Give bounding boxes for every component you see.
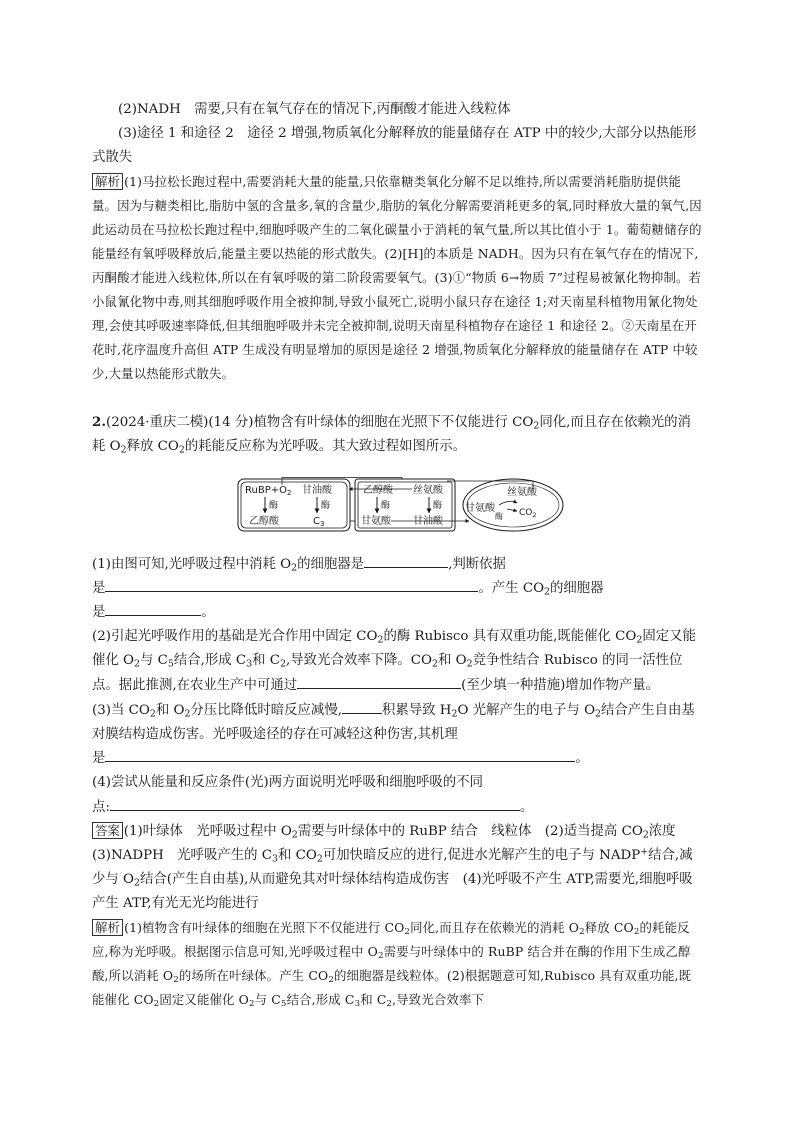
answer-blank[interactable]	[342, 698, 382, 714]
svg-text:乙醇酸: 乙醇酸	[249, 516, 279, 527]
answer-3-line: (3)途径 1 和途径 2 途径 2 增强,物质氧化分解释放的能量储存在 ATP 中的较少,大部分以热能形式散失	[92, 126, 697, 165]
answer-blank[interactable]	[105, 746, 575, 762]
svg-text:酶: 酶	[495, 512, 503, 521]
svg-text:RuBP+O2: $RuBP+O_2$	[245, 485, 292, 497]
question-2-stem: 2.(2024·重庆二模)(14 分)植物含有叶绿体的细胞在光照下不仅能进行 $CO_2$同化,而且存在依赖光的消耗 $O_2$释放 $CO_2$的耗能反应称为光呼吸。其大致过程如图所示。	[92, 414, 691, 456]
question-2-sub3: (3)当 $CO_2$和 $O_2$分压比降低时暗反应减慢, 积累导致 $H_2O$ 光解产生的电子与 $O_2$结合产生自由基对膜结构造成伤害。光呼吸途径的存在可减轻这种伤害,其机理	[92, 698, 702, 747]
answer-blank[interactable]	[364, 552, 448, 568]
answer-2-line: (2)NADH 需要,只有在氧气存在的情况下,丙酮酸才能进入线粒体	[118, 102, 511, 117]
answer-block: 答案 (1)叶绿体 光呼吸过程中 $O_2$需要与叶绿体中的 RuBP 结合 线粒体 (2)适当提高 $CO_2$浓度 (3)NADPH 光呼吸产生的 $C_3$和 $CO_2$可加快暗反应的进行,促进水光解产生的电子与 NADP+结合,减少与 $O_2$结合(产生自由基),从而避免其对叶绿体结构造成伤害 (4)光呼吸不产生 ATP,需要光,细胞呼吸产生 ATP,有光无光均能进行	[92, 823, 693, 911]
explanation-1: 解析 (1)马拉松长跑过程中,需要消耗大量的能量,只依靠糖类氧化分解不足以维持,所以需要消耗脂肪提供能量。因为与糖类相比,脂肪中氢的含量多,氧的含量少,脂肪的氧化分解需要消耗更多的氧,同时释放大量的氧气,因此运动员在马拉松长跑过程中,细胞呼吸产生的二氧化碳量小于消耗的氧气量,所以其比值小于 1。葡萄糖储存的能量经有氧呼吸释放后,能量主要以热能的形式散失。(2)[H]的本质是 NADH。因为只有在氧气存在的情况下,丙酮酸才能进入线粒体,所以在有氧呼吸的第二阶段需要氧气。(3)①“物质 6→物质 7”过程易被氰化物抑制。若小鼠氰化物中毒,则其细胞呼吸作用全被抑制,导致小鼠死亡,说明小鼠只存在途径 1;对天南星科植物用氰化物处理,会使其呼吸速率降低,但其细胞呼吸并未完全被抑制,说明天南星科植物存在途径 1 和途径 2。②天南星在开花时,花序温度升高但 ATP 生成没有明显增加的原因是途径 2 增强,物质氧化分解释放的能量储存在 ATP 中较少,大量以热能形式散失。	[92, 174, 702, 381]
svg-text:甘氨酸: 甘氨酸	[361, 516, 391, 527]
question-2-sub3-line3: 是 。	[92, 746, 702, 771]
svg-text:酶: 酶	[321, 501, 331, 511]
question-2-sub4: (4)尝试从能量和反应条件(光)两方面说明光呼吸和细胞呼吸的不同	[92, 775, 483, 790]
answer-blank[interactable]	[105, 600, 201, 616]
answer-tag: 答案	[92, 822, 123, 839]
explanation-2: 解析 (1)植物含有叶绿体的细胞在光照下不仅能进行 $CO_2$同化,而且存在依赖光的消耗 $O_2$释放 $CO_2$的耗能反应,称为光呼吸。根据图示信息可知,光呼吸过程中 $O_2$需要与叶绿体中的 RuBP 结合并在酶的作用下生成乙醇酸,所以消耗 $O_2$的场所在叶绿体。产生 $CO_2$的细胞器是线粒体。(2)根据题意可知,Rubisco 具有双重功能,既能催化 $CO_2$固定又能催化 $O_2$与 $C_5$结合,形成 $C_3$和 $C_2$,导致光合效率下	[92, 920, 692, 1010]
question-2-sub1-line3: 是 。	[92, 600, 702, 625]
svg-text:甘油酸: 甘油酸	[413, 516, 443, 527]
question-2-sub1-line2: 是 。产生 $CO_2$的细胞器	[92, 576, 702, 601]
svg-text:甘氨酸: 甘氨酸	[465, 503, 495, 514]
svg-text:丝氨酸: 丝氨酸	[507, 487, 537, 498]
svg-text:酶: 酶	[269, 501, 279, 511]
photorespiration-diagram	[237, 477, 565, 535]
svg-text:CO2: $CO_2$	[519, 508, 537, 519]
answer-blank[interactable]	[110, 795, 520, 811]
svg-text:酶: 酶	[433, 501, 443, 511]
svg-text:酶: 酶	[381, 501, 391, 511]
question-2-sub4-line2: 点: 。	[92, 795, 702, 820]
question-number: 2.	[92, 414, 106, 430]
question-2-sub1: (1)由图可知,光呼吸过程中消耗 $O_2$的细胞器是 ,判断依据	[92, 552, 702, 577]
svg-text:乙醇酸: 乙醇酸	[363, 485, 393, 496]
svg-text:甘油酸: 甘油酸	[302, 485, 332, 496]
svg-text:C3: $C_3$	[313, 516, 325, 528]
explanation-tag: 解析	[92, 919, 123, 936]
question-2-sub2: (2)引起光呼吸作用的基础是光合作用中固定 $CO_2$的酶 Rubisco 具有双重功能,既能催化 $CO_2$固定又能催化 $O_2$与 $C_5$结合,形成 $C_3$和 $C_2$,导致光合效率下降。$CO_2$和 $O_2$竞争性结合 Rubisco 的同一活性位点。据此推测,在农业生产中可通过 (至少填一种措施)增加作物产量。	[92, 629, 696, 693]
question-source: (2024·重庆二模)(14 分)	[105, 415, 254, 430]
answer-blank[interactable]	[297, 673, 461, 689]
answer-blank[interactable]	[105, 576, 478, 592]
svg-text:丝氨酸: 丝氨酸	[413, 485, 443, 496]
explanation-tag: 解析	[92, 173, 123, 190]
